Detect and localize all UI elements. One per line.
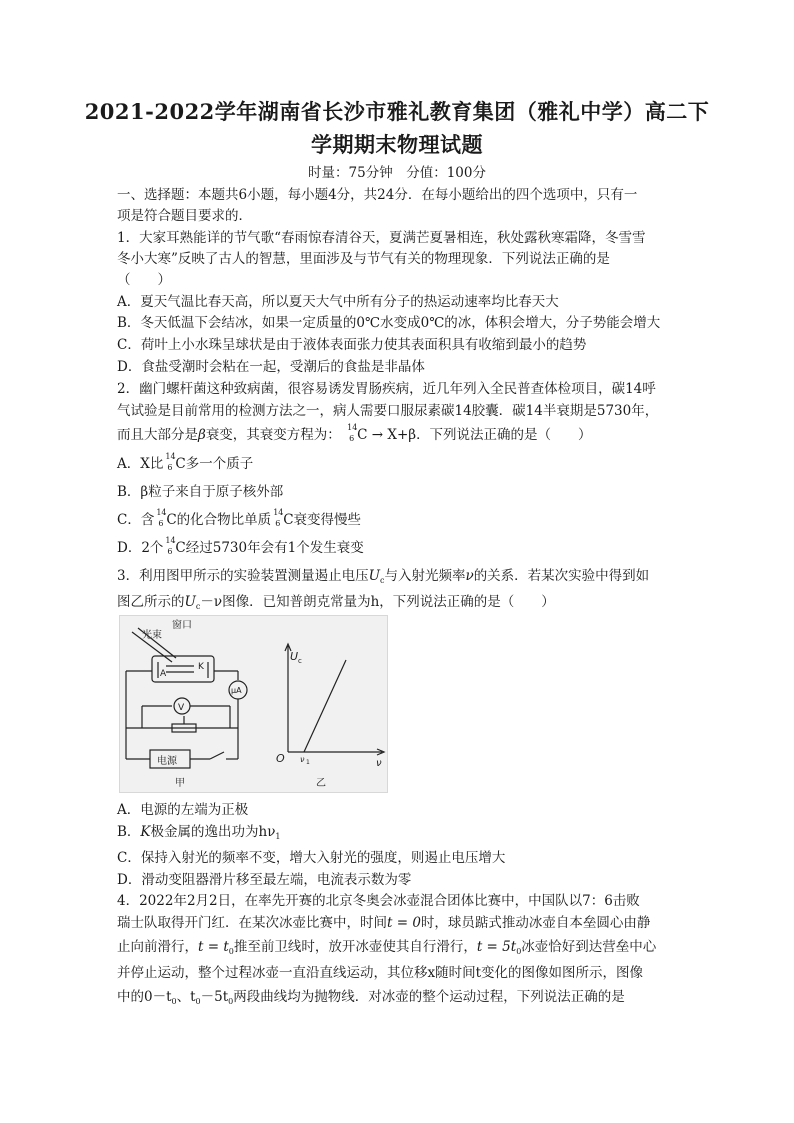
q2-option-a: A．X比 14 6 C多一个质子 (117, 452, 254, 472)
carbon-14-nuclide: 14 6 (347, 423, 358, 443)
q4-stem-line-4: 并停止运动，整个过程冰壶一直沿直线运动，其位移x随时间t变化的图像如图所示，图像 (117, 965, 644, 981)
graph-y-axis-label: U (290, 650, 299, 663)
q1-stem-line-1: 1．大家耳熟能详的节气歌“春雨惊春清谷天，夏满芒夏暑相连，秋处露秋寒霜降，冬雪雪 (117, 230, 646, 246)
q1-stem-line-3: （ ） (117, 272, 171, 288)
window-label: 窗口 (172, 620, 192, 631)
section-intro-line-1: 一、选择题：本题共6小题，每小题4分，共24分．在每小题给出的四个选项中，只有一 (117, 187, 638, 203)
exam-title-line-1: 2021-2022学年湖南省长沙市雅礼教育集团（雅礼中学）高二下 (84, 99, 710, 124)
q2-stem-line-2: 气试验是目前常用的检测方法之一，病人需要口服尿素碳14胶囊．碳14半衰期是5730年， (117, 403, 659, 419)
power-source-label: 电源 (157, 756, 177, 767)
anode-label: A (160, 669, 167, 679)
q1-option-d: D．食盐受潮时会粘在一起，受潮后的食盐是非晶体 (117, 359, 425, 375)
cathode-label: K (198, 662, 204, 672)
q3-stem-line-2: 图乙所示的$U_c-\nu$图像．已知普朗克常量为h，下列说法正确的是（ ） (117, 594, 555, 611)
q4-stem-line-5: 中的$0-t_0$、$t_0-5t_0$两段曲线均为抛物线．对冰壶的整个运动过程，下列说法正确的是 (117, 989, 625, 1006)
photoelectric-figure (119, 615, 388, 793)
q2-option-d: D．2个 14 6 C经过5730年会有1个发生衰变 (117, 536, 364, 556)
q3-option-a: A．电源的左端为正极 (117, 802, 249, 818)
graph-x-axis-label: ν (376, 758, 382, 769)
exam-time-score: 时量：75分钟 分值：100分 (308, 165, 486, 181)
q2-stem-line-1: 2．幽门螺杆菌这种致病菌，很容易诱发胃肠疾病，近几年列入全民普查体检项目，碳14呼 (117, 381, 656, 397)
q2-stem-line-3: 而且大部分是β衰变，其衰变方程为： 14 6 C → X+β．下列说法正确的是（ ） (117, 423, 592, 443)
q3-stem-line-1: 3．利用图甲所示的实验装置测量遏止电压$U_c$与入射光频率ν的关系．若某次实验中得到如 (117, 568, 650, 585)
q4-stem-line-2: 瑞士队取得开门红．在某次冰壶比赛中，时间t = 0时，球员踮式推动冰壶自本垒圆心由静 (117, 915, 651, 931)
q4-stem-line-3: 止向前滑行，$t = t_0$推至前卫线时，放开冰壶使其自行滑行，$t = 5t_0$冰壶恰好到达营垒中心 (117, 939, 657, 956)
exam-title-line-2: 学期期末物理试题 (311, 132, 483, 157)
q3-option-c: C．保持入射光的频率不变，增大入射光的强度，则遏止电压增大 (117, 850, 506, 866)
svg-text:1: 1 (306, 759, 310, 766)
circuit-diagram-jia (126, 628, 247, 768)
q2-option-b: B．β粒子来自于原子核外部 (117, 484, 284, 500)
voltmeter-label: V (178, 703, 185, 713)
q3-option-d: D．滑动变阻器滑片移至最左端，电流表示数为零 (117, 872, 412, 888)
q1-option-c: C．荷叶上小水珠呈球状是由于液体表面张力使其表面积具有收缩到最小的趋势 (117, 337, 587, 353)
q1-option-a: A．夏天气温比春天高，所以夏天大气中所有分子的热运动速率均比春天大 (117, 294, 559, 310)
graph-nu1-label: ν (300, 755, 305, 764)
figure-jia-label: 甲 (175, 778, 185, 789)
q4-stem-line-1: 4．2022年2月2日，在率先开赛的北京冬奥会冰壶混合团体比赛中，中国队以7：6击败 (117, 893, 640, 909)
graph-origin-label: O (276, 752, 285, 765)
section-intro-line-2: 项是符合题目要求的． (117, 208, 252, 224)
microammeter-label: μA (231, 686, 242, 695)
q3-option-b: B．K极金属的逸出功为$h\nu_1$ (117, 824, 281, 841)
q1-stem-line-2: 冬小大寒”反映了古人的智慧，里面涉及与节气有关的物理现象．下列说法正确的是 (117, 251, 610, 267)
light-beam-label: 光束 (142, 630, 162, 641)
figure-yi-label: 乙 (316, 778, 326, 789)
q1-option-b: B．冬天低温下会结冰，如果一定质量的0℃水变成0℃的冰，体积会增大，分子势能会增大 (117, 315, 661, 331)
svg-text:c: c (298, 657, 302, 665)
decay-equation: C → X+β (357, 427, 417, 443)
q2-option-c: C．含 14 6 C的化合物比单质 14 6 C衰变得慢些 (117, 508, 362, 528)
